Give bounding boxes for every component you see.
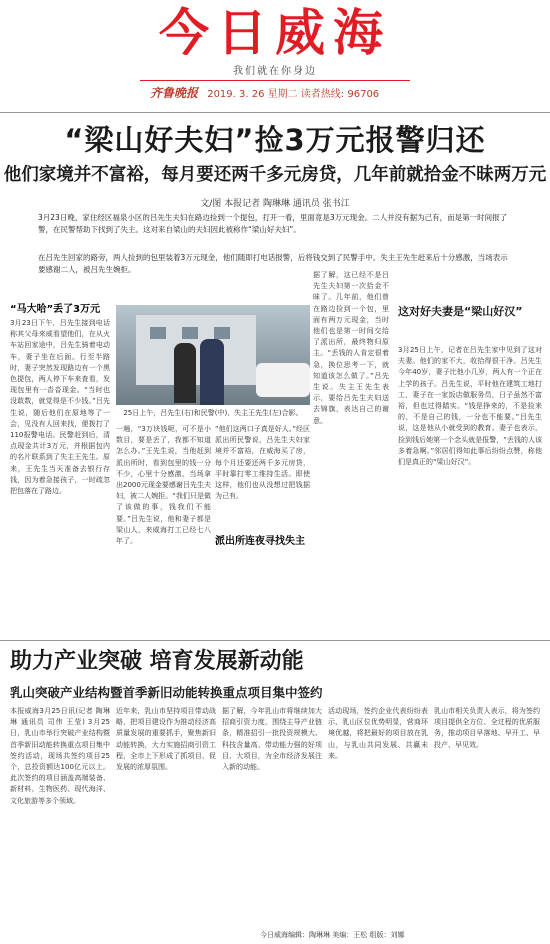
photo-building [136,315,256,385]
news-photo [116,305,310,405]
article-column: 乳山市相关负责人表示，将为签约项目提供全方位、全过程的优质服务，推动项目早落地、早开工、早投产、早见效。 [434,707,540,749]
section-title-lost-money: “马大哈”丢了3万元 [10,304,101,315]
photo-person [174,343,196,403]
photo-window [214,327,230,339]
photo-window [182,327,198,339]
main-subhead: 他们家境并不富裕，每月要还两千多元房贷，几年前就拾金不昧两万元 [3,165,547,185]
page-footer: 今日威海编辑：陶琳琳 美编：王松 组版：刘娜 [260,931,405,939]
article-column: 据了解，今年乳山市将继续加大招商引资力度，围绕主导产业链条，精准招引一批投资规模大、科技含量高、带动能力强的好项目、大项目，为全市经济发展注入新的动能。 [222,707,322,772]
masthead-subtitle: 我们就在你身边 [233,66,317,77]
photo-window [150,327,166,339]
article-column: 3月25日上午，记者在吕先生家中见到了这对夫妻。他们的家不大，收拾得很干净。吕先生今年40岁，妻子比他小几岁，两人有一个正在上学的孩子。吕先生说，平时他在建筑工地打工，妻子在一家饭店做服务员，日子虽然不富裕，但也过得踏实。“钱是挣来的，不是捡来的，不是自己的钱，一分也不能要。”吕先生说，这是他从小就受到的教育。妻子也表示，捡到钱后她第一个念头就是报警，“丢钱的人该多着急啊。”邻居们得知此事后纷纷点赞，称他们是真正的“梁山好汉”。 [398,346,542,467]
photo-caption: 25日上午，吕先生(右)和民警(中)、失主王先生(左)合影。 [123,409,303,417]
brand-logo: 齐鲁晚报 [150,86,199,100]
main-lead: 3月23日晚，家住经区福泉小区的吕先生夫妇在路边捡到一个提包，打开一看，里面竟是3万元现金。二人并没有据为己有，而是第一时间报了警，在民警帮助下找到了失主。这对来自梁山的夫妇因此被称作“梁山好夫妇”。 [38,213,508,234]
article-column: “他们这两口子真是好人。”经区派出所民警说，吕先生夫妇家境并不富裕，在威海买了房，每个月还要还两千多元房贷，平时靠打零工维持生活。即使这样，他们也从没想过把钱据为己有。 [215,425,310,501]
section-title-good-couple: 这对好夫妻是“梁山好汉” [398,305,523,318]
issue-info: 2019. 3. 26 星期二 读者热线: 96706 [207,89,380,100]
photo-police-car [256,363,310,397]
main-lead-2: 在吕先生回家的路旁，两人捡到的包里装着3万元现金，他们随即打电话报警，后将钱交到了民警手中。失主王先生赶来后十分感激，当场表示要感谢二人，被吕先生婉拒。 [38,253,508,274]
masthead-title: 今日威海 [159,4,391,62]
section-title-police: 派出所连夜寻找失主 [215,536,305,547]
article-column: 本报威海3月25日讯(记者 陶琳琳 通讯员 司伟 王莹) 3月25日，乳山市举行突破产业结构暨首季新旧动能转换重点项目集中签约活动，现场共签约项目25个，总投资额达100亿元以上。此次签约的项目涵盖高端装备、新材料、生物医药、现代海洋、文化旅游等多个领域。 [10,707,110,805]
second-headline: 助力产业突破 培育发展新动能 [10,649,304,674]
article-column: 活动现场，签约企业代表纷纷表示，乳山区位优势明显，营商环境优越，将把最好的项目放在乳山，与乳山共同发展、共赢未来。 [328,707,428,760]
article-column: 近年来，乳山市坚持项目带动战略，把项目建设作为推动经济高质量发展的重要抓手，聚焦新旧动能转换，大力实施招商引资工程，全市上下形成了抓项目、促发展的浓厚氛围。 [116,707,216,772]
top-rule [0,112,550,113]
article-column: 3月23日下午，吕先生接到电话称其父母来威看望他们，在从火车站回家途中，吕先生骑着电动车，妻子坐在后面。行至半路时，妻子突然发现路边有一个黑色提包，两人停下车来查看，发现包里有一沓沓现金。“当时也没敢数，就觉得是不少钱。”吕先生说，随后他们在原地等了一会，见没有人回来找，便拨打了110报警电话。民警赶到后，清点现金共计3万元，并根据包内的名片联系到了失主王先生。原来，王先生当天准备去银行存钱，因为着急接孩子，一时疏忽把包落在了路边。 [10,319,110,496]
second-subhead: 乳山突破产业结构暨首季新旧动能转换重点项目集中签约 [10,685,323,700]
article-column: 一趟，“3万块钱呢，可不是小数目，要是丢了，我都不知道怎么办。”王先生说，当他赶到派出所时，看到包里的钱一分不少，心里十分感激，当场拿出2000元现金要感谢吕先生夫妇，被二人婉拒。“我们只是做了该做的事，钱我们不能要。”吕先生说，他和妻子都是梁山人，来威海打工已经七八年了。 [116,425,211,546]
masthead-divider [140,80,410,81]
masthead [0,0,550,108]
main-byline: 文/图 本报记者 陶琳琳 通讯员 张书江 [200,199,350,209]
issue-line [150,84,379,101]
photo-person [200,339,224,405]
main-headline: “梁山好夫妇”捡3万元报警归还 [64,123,486,157]
story-divider [0,640,550,641]
article-column: 据了解，这已经不是吕先生夫妇第一次拾金不昧了。几年前，他们曾在路边捡到一个包，里面有两万元现金，当时他们也是第一时间交给了派出所，最终物归原主。“丢钱的人肯定很着急，换位思考一下，就知道该怎么做了。”吕先生说。失主王先生表示，要给吕先生夫妇送去锦旗，表达自己的谢意。 [313,271,389,425]
